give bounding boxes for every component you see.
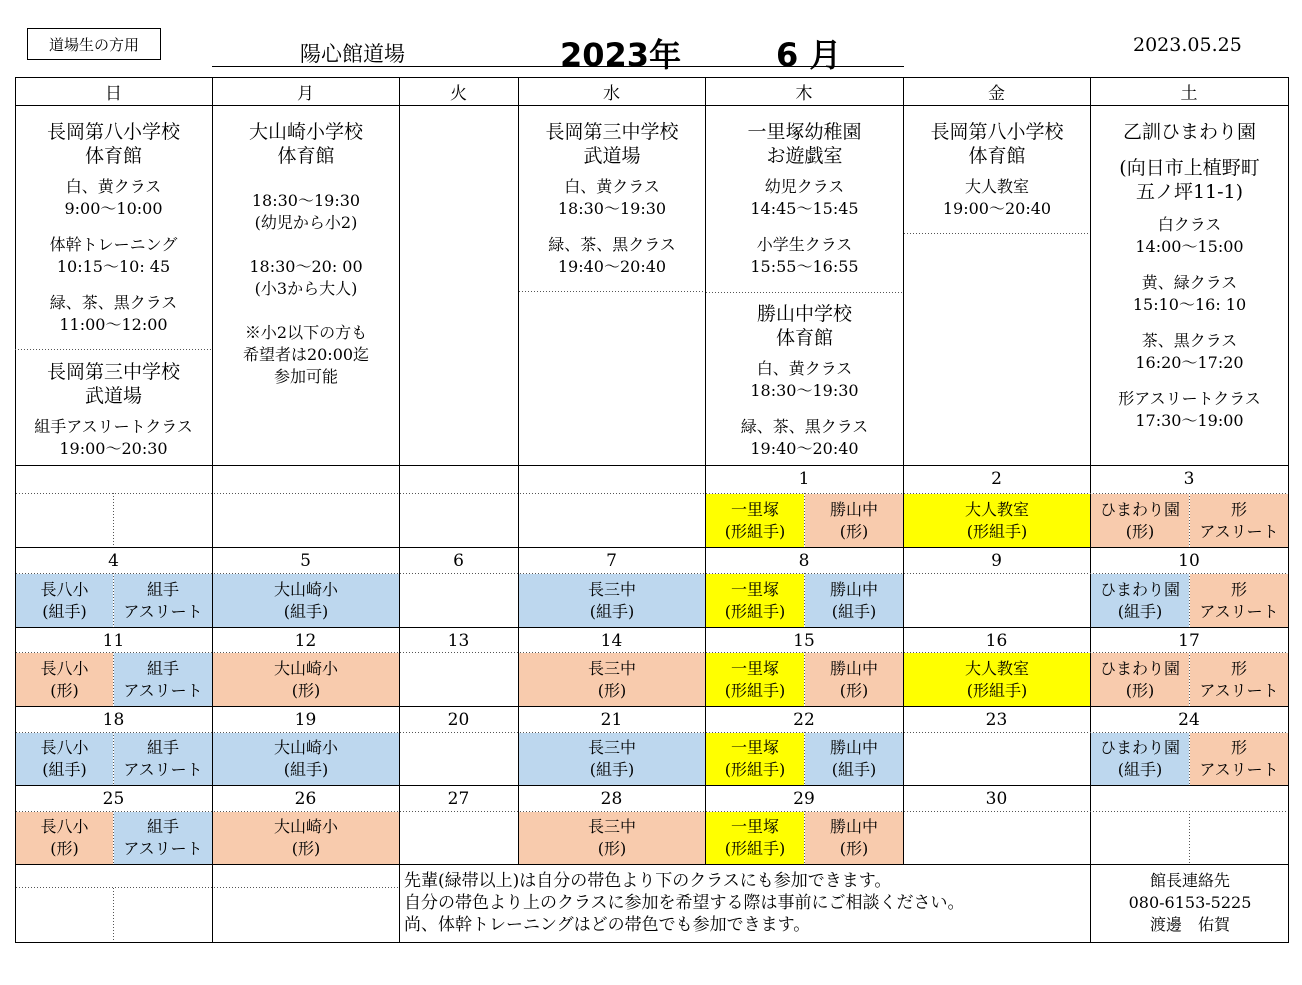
session-line: (組手) (1117, 760, 1163, 779)
session-line: 組手 (146, 658, 179, 678)
day-number: 15 (793, 631, 815, 651)
year-label: 2023年 (560, 36, 682, 74)
thursday-schedule-evening (706, 302, 903, 474)
class-entry: 緑、茶、黒クラス 19:40〜20:40 (740, 417, 869, 458)
session-line: (形) (839, 680, 869, 700)
venue-name: 勝山中学校 体育館 (756, 303, 852, 349)
class-entry: 体幹トレーニング 10:15〜10: 45 (49, 235, 178, 276)
wednesday-schedule (519, 120, 705, 292)
class-session-cell (805, 733, 903, 785)
class-entry: 白、黄クラス 18:30〜19:30 (557, 177, 667, 218)
class-session-cell (519, 653, 705, 706)
session-line: 大人教室 (964, 499, 1029, 519)
class-session-cell (114, 574, 212, 627)
class-entry: 白、黄クラス 9:00〜10:00 (64, 177, 163, 218)
weekday-label: 火 (450, 83, 467, 104)
day-number (212, 466, 399, 492)
class-entry: 大人教室 19:00〜20:40 (942, 177, 1052, 218)
day-number: 1 (798, 469, 810, 489)
session-line: 勝山中 (829, 738, 878, 757)
day-number: 22 (793, 710, 815, 730)
session-line: アスリート (123, 839, 203, 858)
session-line: 大山崎小 (273, 658, 338, 678)
class-session-cell (706, 494, 804, 547)
session-line: 一里塚 (730, 817, 779, 836)
contact-phone: 080-6153-5225 (1128, 893, 1252, 912)
weekday-label: 水 (603, 83, 620, 104)
session-line: (組手) (283, 760, 329, 779)
venue-name: 長岡第三中学校 武道場 (46, 361, 180, 407)
session-line: (組手) (283, 601, 329, 621)
day-number: 30 (985, 789, 1008, 809)
session-line: 形 (1230, 499, 1247, 519)
footer-note: 尚、体幹トレーニングはどの帯色でも参加できます。 (404, 915, 811, 935)
session-line: (形組手) (724, 601, 786, 621)
class-entry: 組手アスリートクラス 19:00〜20:30 (34, 417, 193, 458)
day-number: 19 (294, 710, 317, 730)
class-session-cell (213, 733, 399, 785)
class-entry: 小学生クラス 15:55〜16:55 (750, 235, 859, 276)
class-session-cell (805, 494, 903, 547)
session-line: (形) (597, 680, 627, 700)
session-line: (形) (839, 839, 869, 858)
class-entry: 白クラス 14:00〜15:00 (1135, 215, 1244, 256)
class-session-cell (16, 733, 113, 785)
venue-address: (向日市上植野町 五ノ坪11-1) (1119, 157, 1260, 203)
class-session-cell (16, 653, 113, 706)
session-line: 一里塚 (730, 499, 779, 519)
class-session-cell (213, 812, 399, 864)
session-line: 形 (1230, 579, 1247, 599)
contact-name: 渡邊 佑賀 (1149, 915, 1230, 934)
day-number: 8 (798, 551, 810, 571)
weekday-label: 月 (297, 83, 314, 104)
venue-name: 一里塚幼稚園 お遊戯室 (747, 121, 862, 167)
class-session-cell (16, 812, 113, 864)
class-session-cell (805, 812, 903, 864)
session-line: アスリート (123, 760, 203, 779)
day-number: 4 (108, 551, 119, 571)
class-session-cell (706, 574, 804, 627)
class-session-cell (1091, 574, 1189, 627)
day-number: 7 (606, 551, 617, 571)
day-number (15, 466, 212, 492)
class-session-cell (114, 812, 212, 864)
weekday-label: 金 (988, 83, 1005, 104)
session-line: 形 (1230, 658, 1247, 678)
session-line: アスリート (1199, 760, 1279, 779)
weekday-label: 木 (795, 83, 813, 104)
class-session-cell (904, 494, 1090, 547)
class-session-cell (805, 574, 903, 627)
session-line: 長三中 (587, 579, 636, 599)
session-line: 勝山中 (829, 499, 878, 519)
class-session-cell (213, 574, 399, 627)
day-number (399, 466, 518, 492)
class-session-cell (1190, 494, 1288, 547)
class-session-cell (16, 574, 113, 627)
venue-name: 長岡第三中学校 武道場 (545, 121, 679, 167)
session-line: アスリート (123, 601, 203, 621)
session-line: (形) (50, 680, 79, 700)
session-line: ひまわり園 (1099, 658, 1180, 678)
weekday-label: 土 (1180, 83, 1198, 104)
weekday-label: 日 (105, 83, 122, 104)
session-line: (形組手) (724, 680, 786, 700)
session-line: 長八小 (40, 738, 89, 757)
session-line: 大山崎小 (273, 817, 338, 836)
class-session-cell (1190, 653, 1288, 706)
class-entry: 形アスリートクラス 17:30〜19:00 (1118, 389, 1261, 430)
class-session-cell (1190, 574, 1288, 627)
session-line: (組手) (589, 601, 635, 621)
footer-note: 自分の帯色より上のクラスに参加を希望する際は事前にご相談ください。 (404, 893, 965, 913)
class-session-cell (706, 733, 804, 785)
contact-info (1092, 870, 1288, 936)
class-entry: 黄、緑クラス 15:10〜16: 10 (1132, 273, 1247, 314)
day-number: 26 (294, 789, 317, 809)
day-number: 6 (453, 551, 464, 571)
day-number: 28 (600, 789, 623, 809)
session-line: 組手 (146, 579, 179, 599)
session-line: 一里塚 (730, 658, 779, 678)
sunday-schedule-evening (15, 360, 212, 474)
session-line: (形組手) (724, 839, 786, 858)
day-number: 9 (991, 551, 1002, 571)
venue-name: 乙訓ひまわり園 (1122, 121, 1256, 143)
day-number: 18 (102, 710, 125, 730)
session-line: (形組手) (966, 680, 1028, 700)
session-line: (形) (50, 839, 79, 858)
day-number: 16 (985, 631, 1008, 651)
day-number: 2 (991, 469, 1002, 489)
class-session-cell (1091, 733, 1189, 785)
session-line: ひまわり園 (1099, 579, 1180, 599)
day-number: 24 (1178, 710, 1200, 730)
footer-note: 先輩(緑帯以上)は自分の帯色より下のクラスにも参加できます。 (404, 871, 892, 891)
publish-date: 2023.05.25 (1133, 34, 1242, 56)
session-line: アスリート (123, 680, 203, 700)
class-session-cell (519, 574, 705, 627)
day-number (518, 466, 705, 492)
session-line: 長八小 (40, 579, 89, 599)
session-line: 勝山中 (829, 658, 878, 678)
class-session-cell (519, 733, 705, 785)
class-session-cell (519, 812, 705, 864)
session-line: 長三中 (587, 658, 636, 678)
session-line: (形) (291, 839, 321, 858)
session-line: ひまわり園 (1099, 499, 1180, 519)
thursday-schedule (706, 120, 903, 292)
session-line: 長三中 (587, 738, 636, 757)
contact-title: 館長連絡先 (1149, 871, 1230, 890)
session-line: 大山崎小 (273, 738, 338, 757)
class-entry: 白、黄クラス 18:30〜19:30 (750, 359, 859, 400)
day-number: 3 (1183, 469, 1195, 489)
class-entry: 緑、茶、黒クラス 11:00〜12:00 (49, 293, 178, 334)
session-line: (形) (597, 839, 627, 858)
session-line: (組手) (42, 601, 87, 621)
day-number: 20 (447, 710, 470, 730)
session-line: 大人教室 (964, 658, 1029, 678)
session-line: 大山崎小 (273, 579, 338, 599)
session-line: 一里塚 (730, 738, 779, 757)
session-line: (組手) (1117, 601, 1163, 621)
class-session-cell (114, 733, 212, 785)
session-line: 組手 (146, 738, 179, 757)
session-line: アスリート (1199, 521, 1279, 541)
session-line: 勝山中 (829, 579, 878, 599)
day-number: 13 (447, 631, 470, 651)
session-line: (形) (1125, 680, 1155, 700)
class-entry: 18:30〜19:30 (幼児から小2) (251, 191, 361, 232)
day-number: 23 (985, 710, 1008, 730)
class-entry: 緑、茶、黒クラス 19:40〜20:40 (548, 235, 676, 276)
session-line: アスリート (1199, 680, 1279, 700)
class-session-cell (706, 812, 804, 864)
dojo-name: 陽心館道場 (300, 42, 405, 66)
monday-schedule (213, 120, 399, 388)
session-line: 長八小 (40, 817, 89, 836)
day-number: 11 (102, 631, 125, 651)
class-session-cell (1091, 653, 1189, 706)
session-line: ひまわり園 (1099, 738, 1180, 757)
class-entry: 18:30〜20: 00 (小3から大人) (249, 257, 363, 298)
session-line: (形) (291, 680, 321, 700)
session-line: (組手) (42, 760, 87, 779)
venue-name: 大山崎小学校 体育館 (248, 121, 363, 167)
class-session-cell (1091, 494, 1189, 547)
session-line: (組手) (831, 601, 877, 621)
saturday-schedule (1091, 120, 1288, 446)
session-line: (形) (839, 521, 869, 541)
day-number: 14 (600, 631, 623, 651)
day-number: 21 (600, 710, 623, 730)
session-line: 組手 (146, 817, 179, 836)
session-line: 形 (1230, 738, 1247, 757)
day-number: 29 (793, 789, 815, 809)
venue-name: 長岡第八小学校 体育館 (46, 121, 180, 167)
class-entry: 茶、黒クラス 16:20〜17:20 (1135, 331, 1244, 372)
sunday-schedule (15, 120, 212, 350)
day-number: 25 (102, 789, 125, 809)
session-line: 勝山中 (829, 817, 878, 836)
session-line: (組手) (589, 760, 635, 779)
session-line: アスリート (1199, 601, 1279, 621)
footer-notes (404, 870, 965, 936)
day-number: 12 (294, 631, 317, 651)
day-number: 17 (1178, 631, 1200, 651)
month-label: 6 月 (776, 36, 842, 74)
class-session-cell (114, 653, 212, 706)
session-line: (組手) (831, 760, 877, 779)
session-line: 長三中 (587, 817, 636, 836)
day-number: 5 (300, 551, 311, 571)
session-line: (形組手) (966, 521, 1028, 541)
class-session-cell (805, 653, 903, 706)
class-session-cell (1190, 733, 1288, 785)
session-line: (形組手) (724, 521, 786, 541)
session-line: 一里塚 (730, 579, 779, 599)
class-session-cell (904, 653, 1090, 706)
day-number (1090, 786, 1288, 812)
day-number: 10 (1178, 551, 1200, 571)
day-number: 27 (447, 789, 470, 809)
session-line: (形組手) (724, 760, 786, 779)
session-line: 長八小 (40, 658, 89, 678)
session-line: (形) (1125, 521, 1155, 541)
venue-name: 長岡第八小学校 体育館 (930, 121, 1064, 167)
class-session-cell (706, 653, 804, 706)
friday-schedule (904, 120, 1090, 234)
class-session-cell (213, 653, 399, 706)
monday-note: ※小2以下の方も 希望者は20:00迄 参加可能 (242, 323, 370, 386)
audience-tag: 道場生の方用 (27, 28, 161, 60)
class-entry: 幼児クラス 14:45〜15:45 (750, 177, 859, 218)
